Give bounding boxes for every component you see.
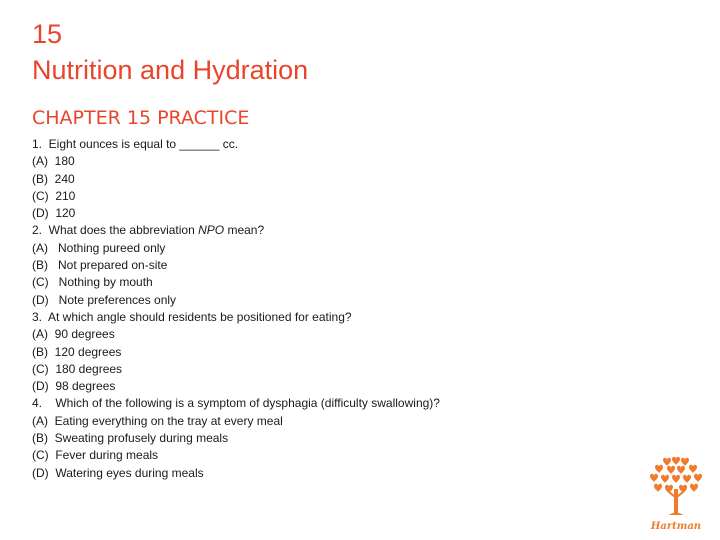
question-4-stem: 4. Which of the following is a symptom of dysphagia (difficulty swallowing)? xyxy=(32,396,440,411)
question-1-option-b: (B) 240 xyxy=(32,171,75,186)
question-3-option-b: (B) 120 degrees xyxy=(32,344,122,359)
question-3-option-a: (A) 90 degrees xyxy=(32,327,115,342)
question-1-option-a: (A) 180 xyxy=(32,154,75,169)
question-1-option-c: (C) 210 xyxy=(32,188,76,203)
question-2-option-d: (D) Note preferences only xyxy=(32,292,177,307)
question-4-option-b: (B) Sweating profusely during meals xyxy=(32,431,229,446)
question-2-stem xyxy=(32,222,652,239)
question-2-stem-before: 2. What does the abbreviation xyxy=(32,223,199,238)
question-1-option-d: (D) 120 xyxy=(32,206,76,221)
question-2-option-c: (C) Nothing by mouth xyxy=(32,275,153,290)
question-list xyxy=(32,136,652,482)
question-4-option-a: (A) Eating everything on the tray at every meal xyxy=(32,413,283,428)
logo-wordmark: Hartman xyxy=(650,521,702,532)
question-2-stem-after: mean? xyxy=(224,223,265,238)
practice-heading: CHAPTER 15 PRACTICE xyxy=(32,107,250,129)
question-3-option-d: (D) 98 degrees xyxy=(32,379,116,394)
question-4-option-d: (D) Watering eyes during meals xyxy=(32,465,204,480)
question-4-option-c: (C) Fever during meals xyxy=(32,448,159,463)
chapter-number: 15 xyxy=(32,19,63,49)
question-3-option-c: (C) 180 degrees xyxy=(32,361,123,376)
question-2-option-b: (B) Not prepared on-site xyxy=(32,258,168,273)
question-1-stem: 1. Eight ounces is equal to ______ cc. xyxy=(32,137,239,151)
chapter-title: Nutrition and Hydration xyxy=(32,55,309,85)
heart-tree-icon xyxy=(650,457,702,515)
hartman-logo xyxy=(645,455,707,533)
question-2-abbreviation: NPO xyxy=(198,223,225,238)
question-3-stem: 3. At which angle should residents be positioned for eating? xyxy=(32,309,352,324)
question-2-option-a: (A) Nothing pureed only xyxy=(32,240,166,255)
